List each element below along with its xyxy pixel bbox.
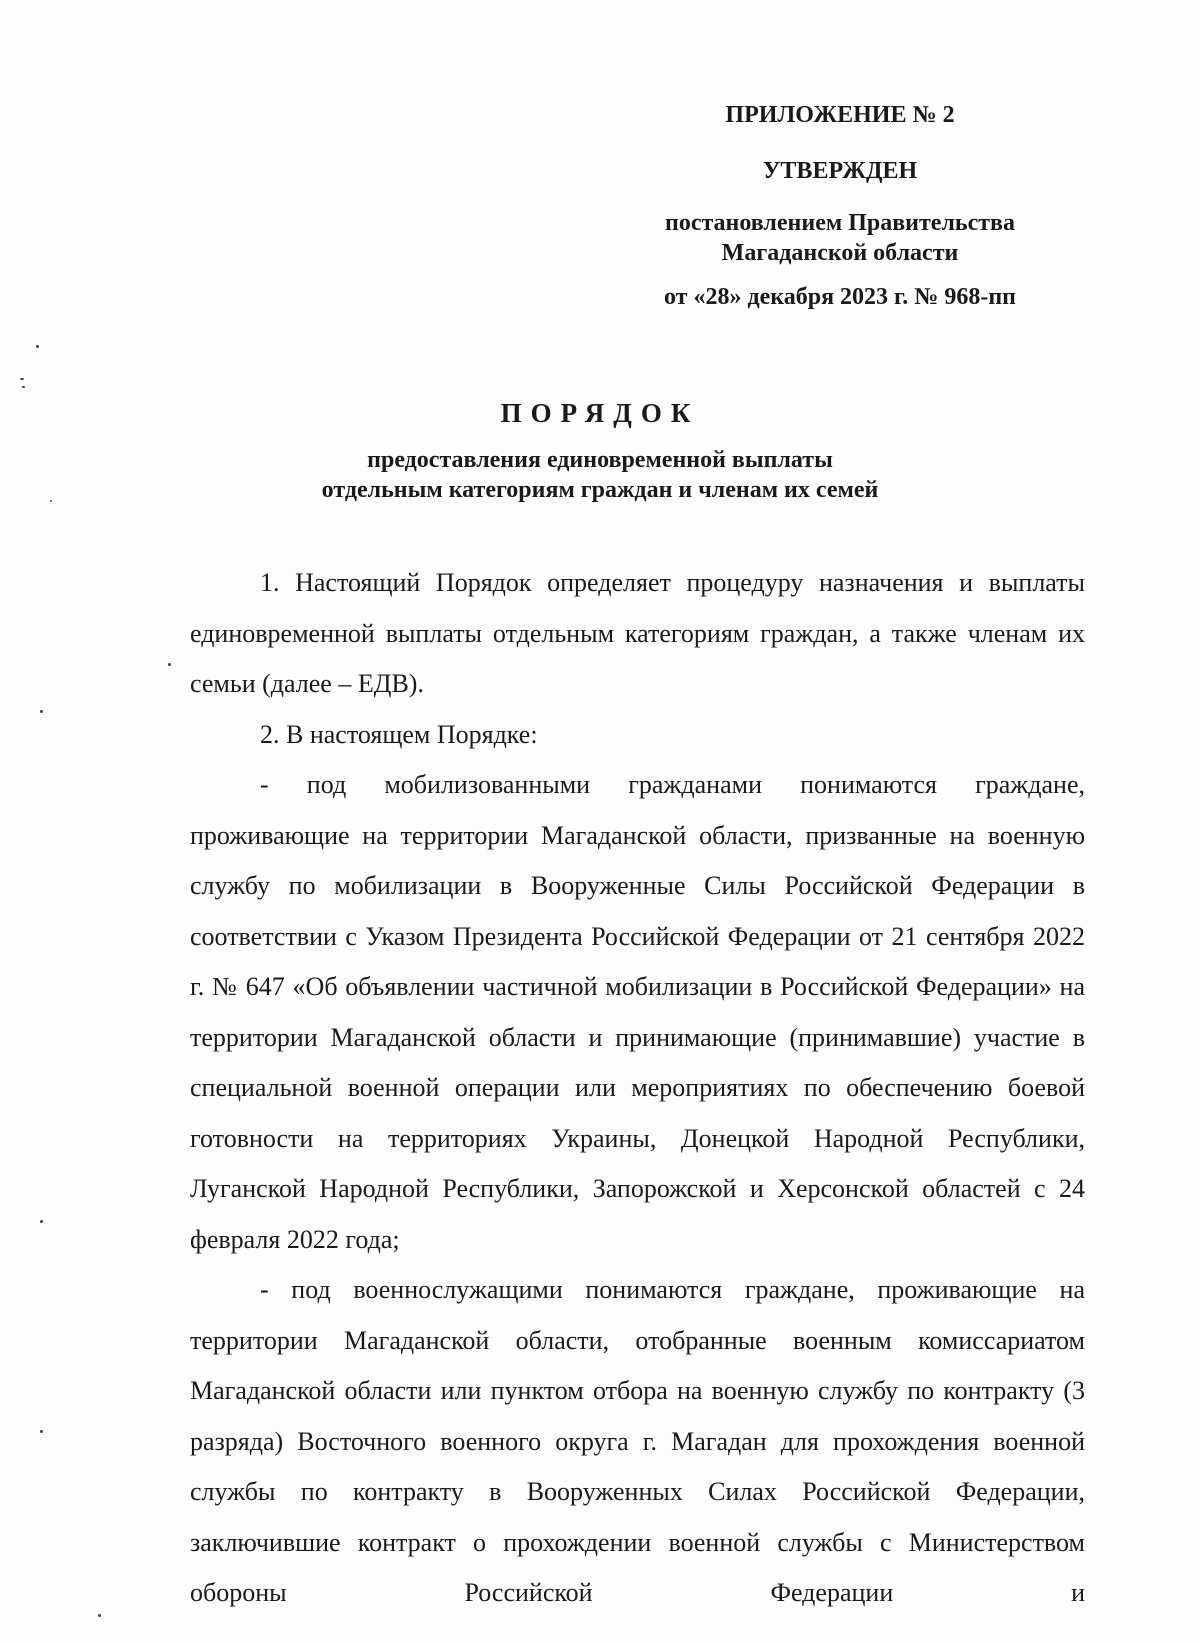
scan-speck: [20, 378, 24, 380]
paragraph-3: - под мобилизованными гражданами понимаются граждане, проживающие на территории Магаданской области, призванные на военную службу по мобилизации в Вооруженные Силы Российской Федерации в соответствии с Указом Президента Российской Федерации от 21 сентября 2022 г. № 647 «Об объявлении частичной мобилизации в Российской Федерации» на территории Магаданской области и принимающие (принимавшие) участие в специальной военной операции или мероприятиях по обеспечению боевой готовности на территориях Украины, Донецкой Народной Республики, Луганской Народной Республики, Запорожской и Херсонской областей с 24 февраля 2022 года;: [190, 770, 1085, 1254]
scan-speck: [36, 345, 39, 348]
document-title: ПОРЯДОК: [500, 398, 700, 428]
scan-speck: [40, 1430, 43, 1433]
resolution-line-2: Магаданской области: [721, 240, 959, 266]
resolution-date: от «28» декабря 2023 г. № 968-пп: [663, 284, 1017, 310]
paragraph-2: 2. В настоящем Порядке:: [260, 719, 538, 749]
scan-speck: [50, 500, 52, 502]
scan-speck: [40, 710, 43, 713]
appendix-title: ПРИЛОЖЕНИЕ № 2: [725, 102, 955, 128]
document-subtitle: [0, 445, 1200, 505]
paragraph-1: 1. Настоящий Порядок определяет процедуру назначения и выплаты единовременной выплаты отдельным категориям граждан, а также членам их семьи (далее – ЕДВ).: [190, 568, 1085, 698]
resolution-line-1: постановлением Правительства: [664, 210, 1015, 236]
subtitle-line-2: отдельным категориям граждан и членам их семей: [321, 477, 879, 503]
scan-speck: [98, 1614, 101, 1617]
document-body: [190, 558, 1085, 1619]
scan-speck: [22, 386, 25, 388]
scan-speck: [168, 663, 171, 666]
paragraph-4: - под военнослужащими понимаются граждане, проживающие на территории Магаданской области, отобранные военным комиссариатом Магаданской области или пунктом отбора на военную службу по контракту (3 разряда) Восточного военного округа г. Магадан для прохождения военной службы по контракту в Вооруженных Силах Российской Федерации, заключившие контракт о прохождении военной службы с Министерством обороны Российской Федерации и: [190, 1275, 1085, 1607]
scan-speck: [40, 1220, 43, 1223]
subtitle-line-1: предоставления единовременной выплаты: [367, 447, 833, 473]
approved-label: УТВЕРЖДЕН: [762, 158, 918, 184]
approval-header: [620, 100, 1060, 312]
